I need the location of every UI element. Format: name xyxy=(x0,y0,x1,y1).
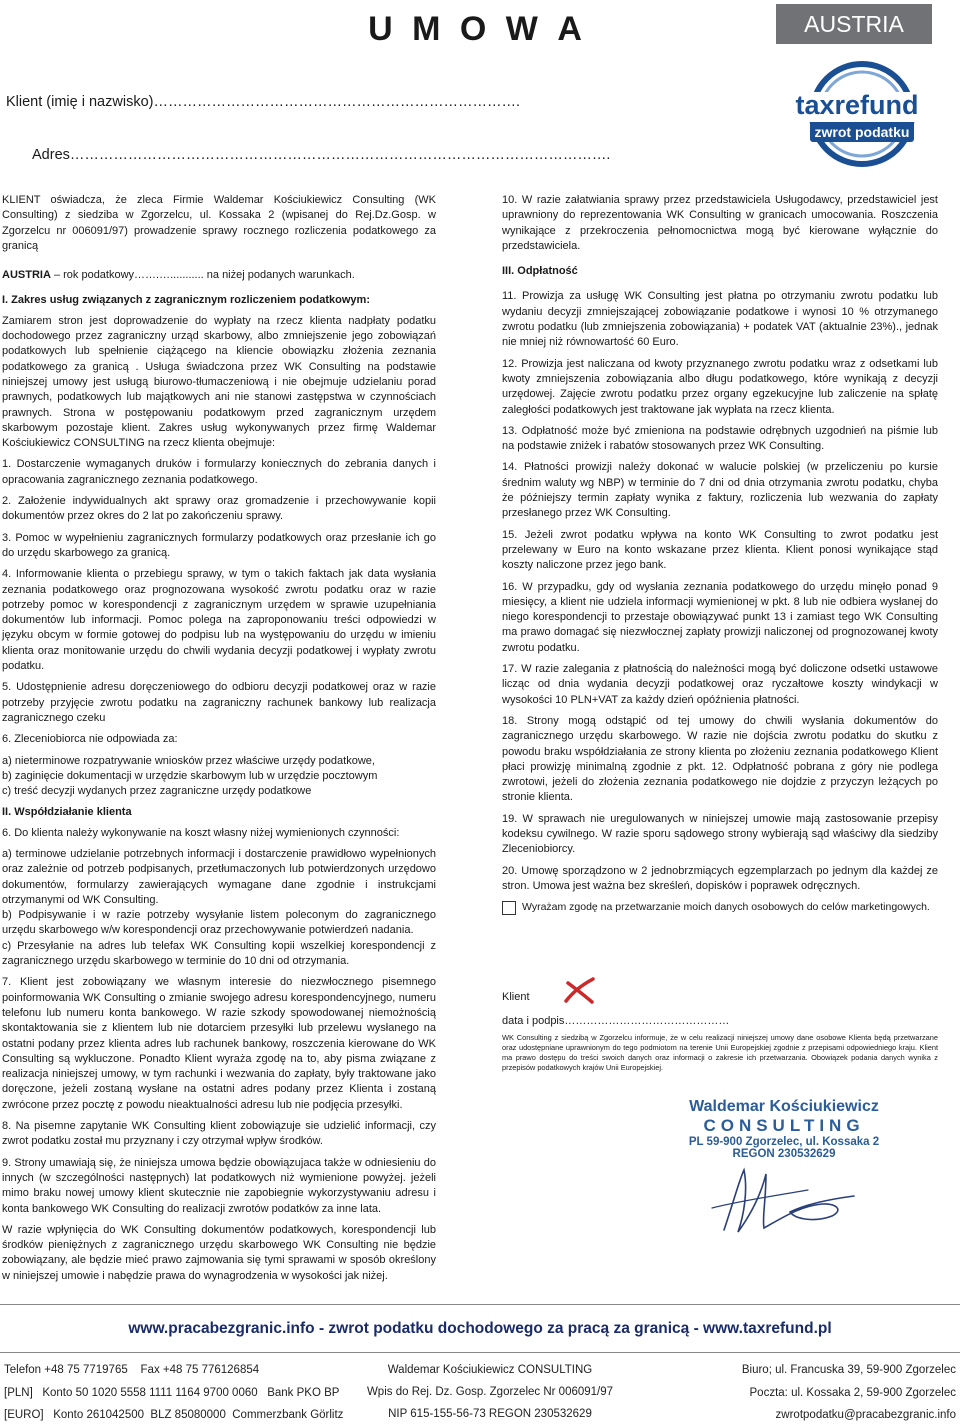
footer-contact: Telefon +48 75 7719765 Fax +48 75 776126854 xyxy=(4,1364,260,1376)
consent-label: Wyrażam zgodę na przetwarzanie moich danych osobowych do celów marketingowych. xyxy=(522,901,930,914)
list-item: 20. Umowę sporządzono w 2 jednobrzmiących egzemplarzach po jednym dla każdej ze stron. Umowa jest ważna bez skreśleń, dopisków i poprawek odręcznych. xyxy=(502,864,938,892)
list-item: 9. Strony umawiają się, że niniejsza umowa będzie obowiązujaca także w odniesieniu do innych (w szczególności następnych) lat podatkowych niż wymienione powyżej. jeżeli mimo braku nowej umowy klient skutecznie nie zapobiegnie wykorzystywaniu adresu i konta bankowego WK Consulting do realizacji zwrotów podatków za inne lata. xyxy=(2,1156,436,1215)
footer-bank-euro: [EURO] Konto 261042500 BLZ 85080000 Commerzbank Görlitz xyxy=(4,1409,344,1421)
list-item: 6. Do klienta należy wykonywanie na koszt własny niżej wymienionych czynności: xyxy=(2,826,400,839)
section-heading: I. Zakres usług związanych z zagranicznym rozliczeniem podatkowym: xyxy=(2,294,370,307)
footer-company: Waldemar Kościukiewicz CONSULTING xyxy=(387,1364,593,1376)
title-letter: A xyxy=(557,10,582,48)
handwritten-signature-icon xyxy=(704,1160,874,1240)
stamp-address: PL 59-900 Zgorzelec, ul. Kossaka 2 xyxy=(688,1136,880,1148)
list-item: 10. W razie załatwiania sprawy przez przedstawiciela Usługodawcy, przedstawiciel jest uprawniony do reprezentowania WK Consulting w granicach umocowania. Roszczenia wynikające z przekroczenia pełnomocnictwa mogą być kierowane wyłącznie do przedstawiciela. xyxy=(502,194,938,252)
logo-tagline: zwrot podatku xyxy=(814,124,910,140)
tax-year-country: AUSTRIA xyxy=(2,269,51,282)
red-x-mark-icon xyxy=(562,977,596,1005)
stamp-regon: REGON 230532629 xyxy=(732,1148,836,1160)
date-signature-field[interactable]: data i podpis……………………………………… xyxy=(502,1015,730,1027)
footer-banner: www.pracabezgranic.info - zwrot podatku dochodowego za pracą za granicą - www.taxrefund.pl xyxy=(128,1320,832,1337)
section-heading: II. Współdziałanie klienta xyxy=(2,806,132,819)
address-field[interactable]: Adres…………………………………………………………………………………………………. xyxy=(32,147,611,163)
sub-item: a) nieterminowe rozpatrywanie wniosków przez właściwe urzędy podatkowe, xyxy=(2,754,375,767)
title-letter: U xyxy=(368,10,393,48)
list-item: 2. Założenie indywidualnych akt sprawy oraz gromadzenie i przechowywanie kopii dokumentów przez okres do 2 lat po zakończeniu sprawy. xyxy=(2,495,436,523)
left-column xyxy=(2,193,436,1290)
list-item: 8. Na pisemne zapytanie WK Consulting klient zobowiązuje sie udzielić informacji, czy zwrot podatku został mu przyznany i czy otrzymał wpływ środków. xyxy=(2,1120,436,1148)
list-item: 1. Dostarczenie wymaganych druków i formularzy koniecznych do zebrania danych i opracowania zagranicznego zeznania podatkowego. xyxy=(2,458,436,486)
sub-item: c) treść decyzji wydanych przez zagraniczne urzędy podatkowe xyxy=(2,785,312,798)
footer-postal-address: Poczta: ul. Kossaka 2, 59-900 Zgorzelec xyxy=(749,1387,956,1399)
sub-item: b) Podpisywanie i w razie potrzeby wysyłanie listem poleconym do zagranicznego urzędu skarbowego w/w korespondencji oraz przechowywanie potwierdzeń nadania. xyxy=(2,909,436,937)
list-item: 18. Strony mogą odstąpić od tej umowy do chwili wysłania dokumentów do zagranicznego urzędu skarbowego. W razie nie dojścia zwrotu podatku do skutku z powodu braku współdziałania ze strony klienta po złożeniu zeznania podatkowego Klient płaci prowizję minimalną zgodnie z pkt. 12. Odpłatność pobrana z góry nie podlega zwrotowi, jeżeli do złożenia zeznania podatkowego nie dojdzie z przyczyn leżących po stronie klienta. xyxy=(502,714,938,804)
right-column xyxy=(502,193,938,915)
list-item: 7. Klient jest zobowiązany we własnym interesie do niezwłocznego pisemnego poinformowania WK Consulting o zmianie swojego adresu korespondencyjnego, numeru telefonu lub numeru konta bankowego. W razie szkody spowodowanej niemożnością skontaktowania sie z klientem lub nie dotarciem przesyłki lub przelewu wysłanego na ostatni podany przez klienta adres lub rachunek bankowy, roszczenia kierowane do WK Consulting są wykluczone. Ponadto Klient wyraża zgodę na to, aby pisma związane z realizacja niniejszej umowy, w tym rachunki i wezwania do zapłaty, były traktowane jako doręczone, jeżeli zostaną wysłane na ostatni adres podany przez Klienta i zostaną zwrócone przez pocztę z powodu nieaktualności adresu lub nie podjęcia przesyłki. xyxy=(2,976,436,1111)
list-item: 19. W sprawach nie uregulowanych w niniejszej umowie mają zastosowanie przepisy kodeksu cywilnego. W razie sporu sądowego strony wybierają sąd właściwy dla siedziby Zleceniobiorcy. xyxy=(502,812,938,856)
footer-nip-regon: NIP 615-155-56-73 REGON 230532629 xyxy=(388,1408,592,1420)
title-letter: O xyxy=(459,10,487,48)
taxrefund-logo-icon xyxy=(782,58,932,170)
data-protection-note: WK Consulting z siedzibą w Zgorzelcu informuje, że w celu realizacji niniejszej umowy dane osobowe Klienta będą przetwarzane oraz udostępniane uprawnionym do tego podmiotom na terenie Unii Europejskiej zgodnie z przepisami odpowiedniego kraju. Klient ma prawo dostępu do treści swoich danych oraz informacji o zakresie ich przetwarzania. Obowiązek podania danych wynika z przepisów podatkowych krajów Unii Europejskiej. xyxy=(502,1033,938,1072)
footer-divider xyxy=(0,1352,960,1353)
tax-year-line xyxy=(2,268,436,283)
stamp-name: Waldemar Kościukiewicz xyxy=(689,1098,879,1115)
sub-item: a) terminowe udzielanie potrzebnych informacji i dostarczenie prawidłowo wypełnionych oraz zależnie od potrzeb podpisanych, przetłumaczonych lub potwierdzonych urzędowo dokumentów, formularzy zawierających wymagane dane zgodnie i instrukcjami otrzymanymi od WK Consulting. xyxy=(2,847,436,906)
title-letter: M xyxy=(412,10,441,48)
list-item: 6. Zleceniobiorca nie odpowiada za: xyxy=(2,733,178,746)
list-item: 14. Płatności prowizji należy dokonać w walucie polskiej (w przeliczeniu po kursie średnim waluty wg NBP) w terminie do 7 dni od dnia otrzymania zwrotu podatku, chyba że późniejszy termin zapłaty wynika z faktury, rozliczenia lub wezwania do zapłaty przesłanego przez WK Consulting. xyxy=(502,461,938,520)
list-item: 16. W przypadku, gdy od wysłania zeznania podatkowego do urzędu minęło ponad 9 miesięcy, a klient nie udziela informacji wymienionej w pkt. 8 lub nie odbiera wysłanej do niego korespondencji to przestaje obowiązywać punkt 13 i zamiast tego WK Consulting ma prawo domagać się niezwłocznej zapłaty prowizji naliczonej od prognozowanej kwoty zwrotu podatku. xyxy=(502,580,938,654)
client-name-field[interactable]: Klient (imię i nazwisko)…………………………………………………………………. xyxy=(6,94,520,110)
paragraph: W razie wpłynięcia do WK Consulting dokumentów podatkowych, korespondencji lub środków pieniężnych z zagranicznego urzędu skarbowego WK Consulting nie będzie zobowiązany, ale będzie mieć prawo zajmowania się tymi sprawami w sposób określony w niniejszej umowie i nabędzie prawa do wynagrodzenia w wysokości jak niżej. xyxy=(2,1223,436,1282)
client-signature-area xyxy=(502,985,938,1073)
client-label: Klient xyxy=(502,991,530,1003)
sub-item: c) Przesyłanie na adres lub telefax WK Consulting kopii wszelkiej korespondencji z zagranicznego urzędu skarbowego w terminie do 10 dni od otrzymania. xyxy=(2,939,436,968)
consent-checkbox[interactable] xyxy=(502,901,516,915)
list-item: 17. W razie zalegania z płatnością do należności mogą być doliczone odsetki ustawowe licząc od dnia wydania decyzji podatkowej oraz ryczałtowe koszty windykacji w wysokości 10 PLN+VAT za każdy dzień opóźnienia płatności. xyxy=(502,663,938,706)
list-item: 3. Pomoc w wypełnieniu zagranicznych formularzy podatkowych oraz przesłanie ich go do urzędu skarbowego za granicą. xyxy=(2,531,436,559)
company-stamp xyxy=(664,1098,904,1160)
marketing-consent-row[interactable] xyxy=(502,900,938,915)
list-item: 5. Udostępnienie adresu doręczeniowego do odbioru decyzji podatkowej oraz w razie potrzeby przyjęcie zwrotu podatku na zagraniczny rachunek bankowy lub realizacja zagranicznego czeku xyxy=(2,681,436,724)
section-heading: III. Odpłatność xyxy=(502,265,578,278)
tax-year-text: – rok podatkowy…….…........... na niżej podanych warunkach. xyxy=(50,269,355,282)
country-badge: AUSTRIA xyxy=(776,4,932,44)
stamp-company: CONSULTING xyxy=(703,1116,865,1135)
logo-brand: taxrefund xyxy=(795,90,919,120)
title-letter: W xyxy=(505,10,538,48)
paragraph: Zamiarem stron jest doprowadzenie do wypłaty na rzecz klienta nadpłaty podatku dochodowego przez zagraniczny urząd skarbowy, albo zmniejszenie jego zobowiązań podatkowych lub spełnienie ciążącego na kliencie obowiązku złożenia zeznania podatkowego za granicą . Usługa świadczona przez WK Consulting na podstawie niniejszej umowy jest usługą biurowo-tłumaczeniową i nie obejmuje udzielaniu porad prawnych, podatkowych lub majątkowych ani nie stanowi zastępstwa w czynnościach prawnych. Strona w postępowaniu podatkowym przed zagranicznym urzędem skarbowym pozostaje klient. Zakres usług wykonywanych przez firmę Waldemar Kościukiewicz CONSULTING na rzecz klienta obejmuje: xyxy=(2,314,436,450)
footer-divider xyxy=(0,1304,960,1305)
footer-email-link[interactable]: zwrotpodatku@pracabezgranic.info xyxy=(775,1409,956,1421)
footer-bank-pln: [PLN] Konto 50 1020 5558 1111 1164 9700 0060 Bank PKO BP xyxy=(4,1387,340,1399)
list-item: 15. Jeżeli zwrot podatku wpływa na konto WK Consulting to zwrot podatku jest przelewany w Euro na konto wskazane przez klienta. Klient ponosi wynikające stąd koszty naliczone przez jego bank. xyxy=(502,528,938,572)
list-item: 11. Prowizja za usługę WK Consulting jest płatna po otrzymaniu zwrotu podatku lub wydaniu decyzji zmniejszającej zobowiązanie podatkowe i wynosi 10 % otrzymanego zwrotu podatku (lub zmniejszenia zobowiązania) + podatek VAT (aktualnie 23%)., jednak nie mniej niż równowartość 60 Euro. xyxy=(502,290,938,349)
sub-item: b) zaginięcie dokumentacji w urzędzie skarbowym lub w urzędzie pocztowym xyxy=(2,769,378,782)
footer-office-address: Biuro; ul. Francuska 39, 59-900 Zgorzelec xyxy=(741,1364,956,1376)
list-item: 13. Odpłatność może być zmieniona na podstawie odrębnych uzgodnień na piśmie lub na podstawie zniżek i rabatów stosowanych przez WK Consulting. xyxy=(502,424,938,453)
taxrefund-logo xyxy=(782,58,932,170)
intro-paragraph: KLIENT oświadcza, że zleca Firmie Waldemar Kościukiewicz Consulting (WK Consulting) z siedziba w Zgorzelcu, ul. Kossaka 2 (wpisanej do Rej.Dz.Gosp. w Zgorzelcu nr 006091/97) prowadzenie sprawy rocznego rozliczenia podatkowego za granicą xyxy=(2,194,436,252)
footer-registration: Wpis do Rej. Dz. Gosp. Zgorzelec Nr 006091/97 xyxy=(366,1386,614,1398)
list-item: 12. Prowizja jest naliczana od kwoty przyznanego zwrotu podatku wraz z odsetkami lub kwoty zmniejszenia zobowiązania albo długu podatkowego, które wynikają z decyzji urzędowej. Zajęcie zwrotu podatku przez organy egzekucyjne lub zaliczenie na spłatę zaległości podatkowych jest traktowane jak wypłata na rzecz klienta. xyxy=(502,357,938,416)
list-item: 4. Informowanie klienta o przebiegu sprawy, w tym o takich faktach jak data wysłania zeznania podatkowego oraz prognozowana wysokość zwrotu podatku oraz w razie potrzeby pomoc w korespondencji z zagranicznym urzędem w sprawie uzupełniania dokumentów lub informacji. Pomoc polega na zaproponowaniu treści odpowiedzi w języku obcym w formie gotowej do podpisu lub na występowaniu do urzędu w imieniu klienta oraz monitowanie urzędu do chwili wydania decyzji podatkowej i wypłaty zwrotu podatku. xyxy=(2,568,436,673)
